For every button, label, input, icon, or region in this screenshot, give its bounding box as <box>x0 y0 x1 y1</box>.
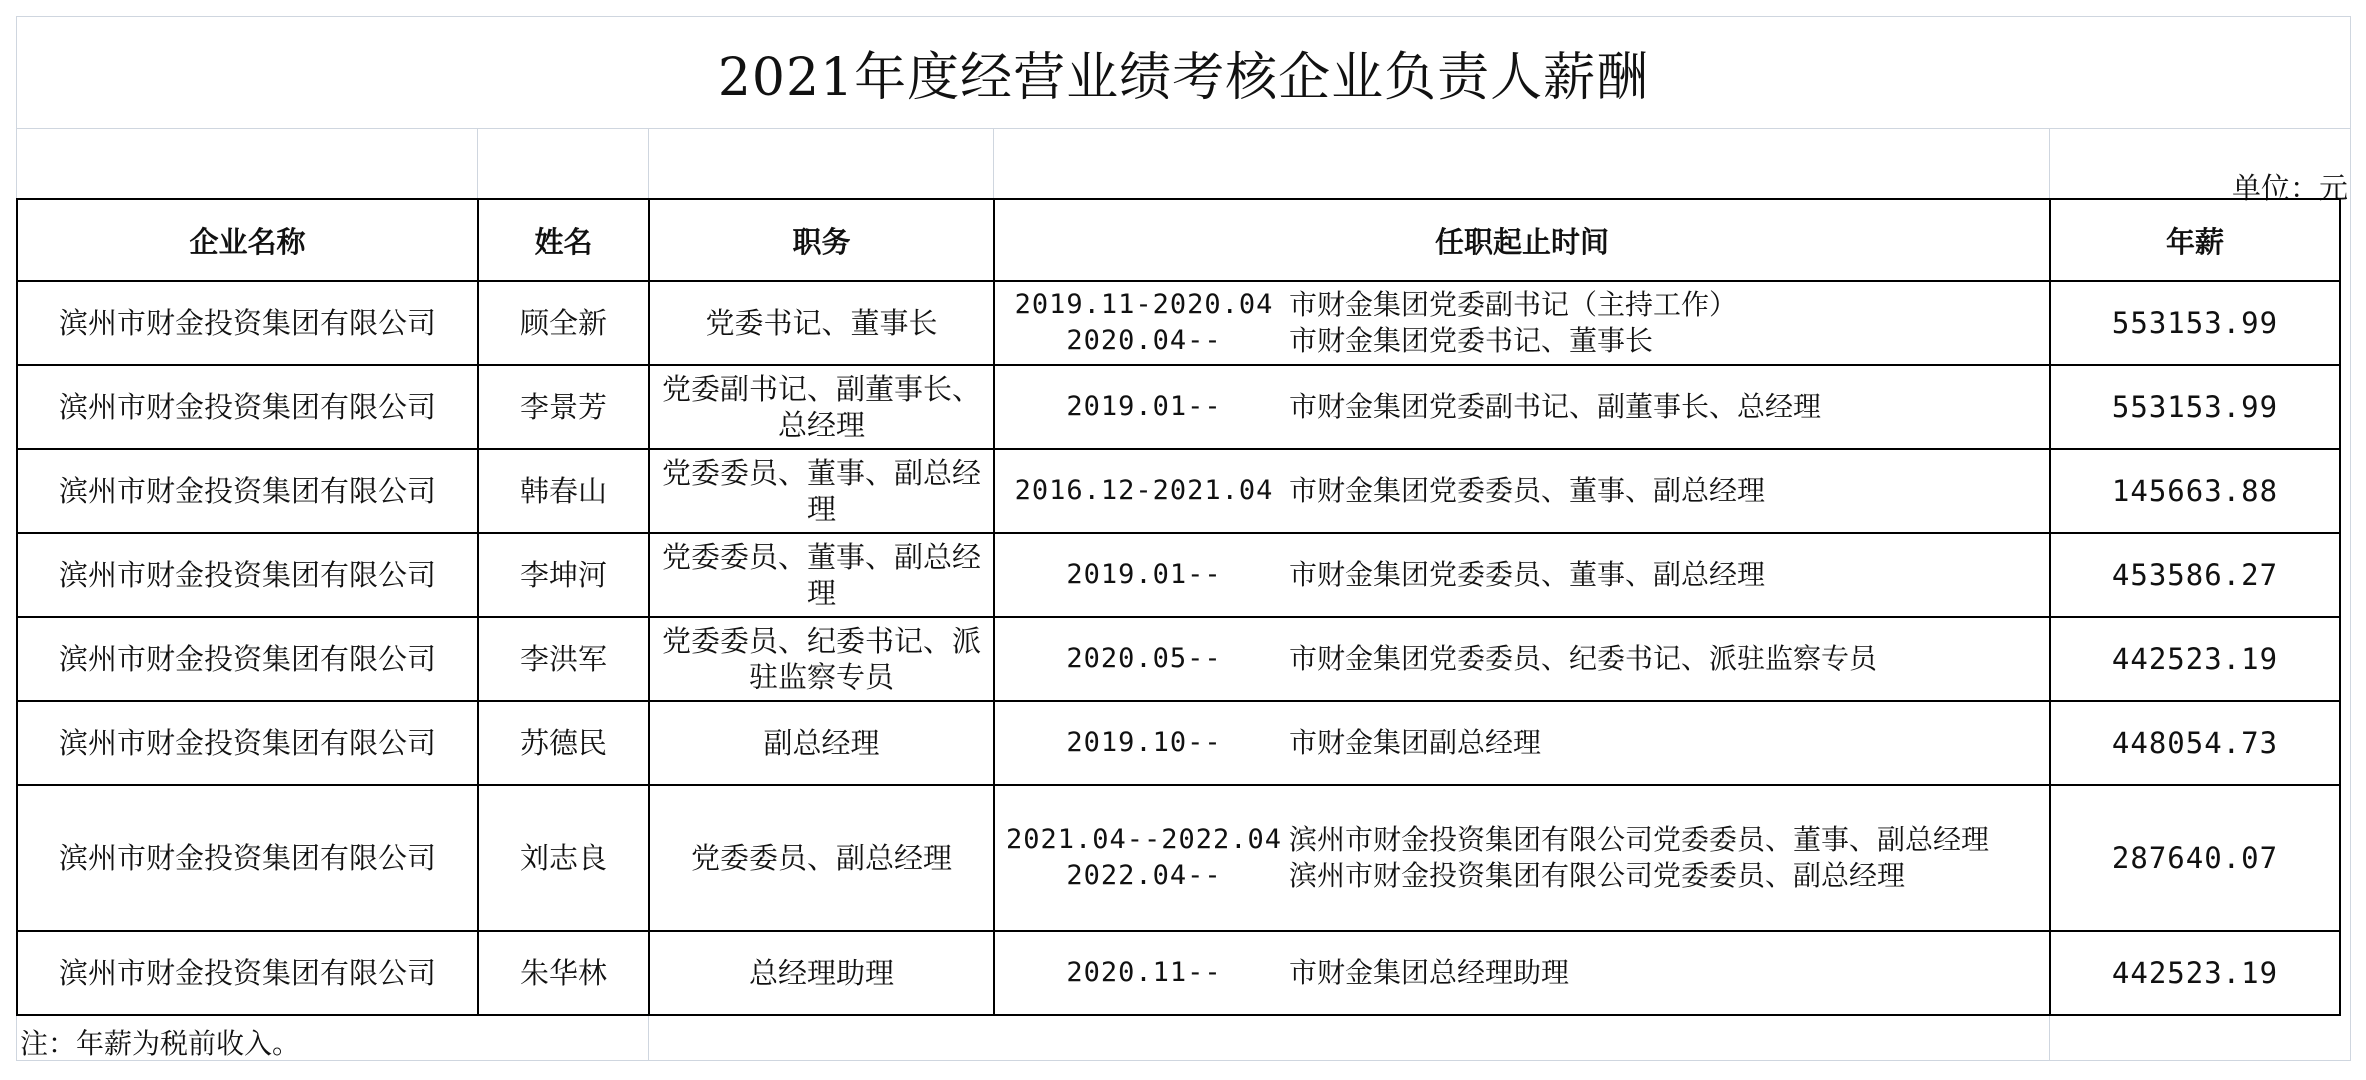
position-cell: 党委委员、纪委书记、派驻监察专员 <box>649 617 994 701</box>
position-cell: 党委委员、董事、副总经理 <box>649 533 994 617</box>
tenure-desc: 市财金集团副总经理 <box>1289 726 1542 759</box>
tenure-desc: 市财金集团党委委员、纪委书记、派驻监察专员 <box>1289 642 1878 675</box>
tenure-cell <box>994 701 2050 785</box>
name-cell: 李洪军 <box>478 617 649 701</box>
table-row <box>17 785 2340 931</box>
salary-cell: 553153.99 <box>2050 281 2340 365</box>
tenure-cell <box>994 931 2050 1015</box>
tenure-period: 2020.04-- <box>1066 325 1222 356</box>
tenure-period: 2016.12-2021.04 <box>1014 475 1274 506</box>
table-row <box>17 701 2340 785</box>
tenure-desc: 滨州市财金投资集团有限公司党委委员、董事、副总经理 <box>1289 823 1990 856</box>
tenure-cell <box>994 281 2050 365</box>
salary-cell: 448054.73 <box>2050 701 2340 785</box>
tenure-desc: 市财金集团党委副书记、副董事长、总经理 <box>1289 390 1822 423</box>
tenure-desc: 市财金集团党委副书记（主持工作） <box>1289 288 1738 321</box>
company-cell: 滨州市财金投资集团有限公司 <box>17 931 478 1015</box>
header-position: 职务 <box>649 199 994 281</box>
tenure-period: 2020.11-- <box>1066 957 1222 988</box>
tenure-period: 2021.04--2022.04 <box>1005 824 1283 855</box>
tenure-desc: 市财金集团党委书记、董事长 <box>1289 324 1654 357</box>
tenure-cell <box>994 365 2050 449</box>
unit-label: 单位：元 <box>2231 171 2348 205</box>
name-cell: 韩春山 <box>478 449 649 533</box>
footnote: 注：年薪为税前收入。 <box>20 1027 301 1060</box>
header-company: 企业名称 <box>17 199 478 281</box>
tenure-cell <box>994 449 2050 533</box>
company-cell: 滨州市财金投资集团有限公司 <box>17 785 478 931</box>
salary-cell: 442523.19 <box>2050 617 2340 701</box>
tenure-desc: 市财金集团党委委员、董事、副总经理 <box>1289 474 1766 507</box>
salary-table <box>16 198 2341 1016</box>
tenure-period: 2022.04-- <box>1066 860 1222 891</box>
salary-cell: 453586.27 <box>2050 533 2340 617</box>
name-cell: 苏德民 <box>478 701 649 785</box>
table-row <box>17 449 2340 533</box>
table-header-row <box>17 199 2340 281</box>
company-cell: 滨州市财金投资集团有限公司 <box>17 365 478 449</box>
name-cell: 顾全新 <box>478 281 649 365</box>
position-cell: 副总经理 <box>649 701 994 785</box>
name-cell: 李坤河 <box>478 533 649 617</box>
name-cell: 刘志良 <box>478 785 649 931</box>
company-cell: 滨州市财金投资集团有限公司 <box>17 281 478 365</box>
table-row <box>17 365 2340 449</box>
company-cell: 滨州市财金投资集团有限公司 <box>17 617 478 701</box>
tenure-desc: 市财金集团总经理助理 <box>1289 956 1570 989</box>
position-cell: 党委委员、副总经理 <box>649 785 994 931</box>
tenure-period: 2019.10-- <box>1066 727 1222 758</box>
tenure-period: 2019.11-2020.04 <box>1014 289 1274 320</box>
tenure-period: 2020.05-- <box>1066 643 1222 674</box>
document-title: 2021年度经营业绩考核企业负责人薪酬 <box>717 47 1650 108</box>
tenure-cell <box>994 785 2050 931</box>
position-cell: 党委副书记、副董事长、总经理 <box>649 365 994 449</box>
tenure-desc: 滨州市财金投资集团有限公司党委委员、副总经理 <box>1289 859 1906 892</box>
header-salary: 年薪 <box>2050 199 2340 281</box>
company-cell: 滨州市财金投资集团有限公司 <box>17 449 478 533</box>
tenure-cell <box>994 617 2050 701</box>
position-cell: 党委书记、董事长 <box>649 281 994 365</box>
tenure-period: 2019.01-- <box>1066 559 1222 590</box>
header-tenure: 任职起止时间 <box>994 199 2050 281</box>
tenure-cell <box>994 533 2050 617</box>
name-cell: 朱华林 <box>478 931 649 1015</box>
table-row <box>17 281 2340 365</box>
header-name: 姓名 <box>478 199 649 281</box>
position-cell: 总经理助理 <box>649 931 994 1015</box>
table-row <box>17 617 2340 701</box>
salary-cell: 442523.19 <box>2050 931 2340 1015</box>
company-cell: 滨州市财金投资集团有限公司 <box>17 533 478 617</box>
name-cell: 李景芳 <box>478 365 649 449</box>
tenure-period: 2019.01-- <box>1066 391 1222 422</box>
salary-cell: 553153.99 <box>2050 365 2340 449</box>
table-row <box>17 533 2340 617</box>
tenure-desc: 市财金集团党委委员、董事、副总经理 <box>1289 558 1766 591</box>
salary-cell: 287640.07 <box>2050 785 2340 931</box>
salary-cell: 145663.88 <box>2050 449 2340 533</box>
position-cell: 党委委员、董事、副总经理 <box>649 449 994 533</box>
table-row <box>17 931 2340 1015</box>
company-cell: 滨州市财金投资集团有限公司 <box>17 701 478 785</box>
